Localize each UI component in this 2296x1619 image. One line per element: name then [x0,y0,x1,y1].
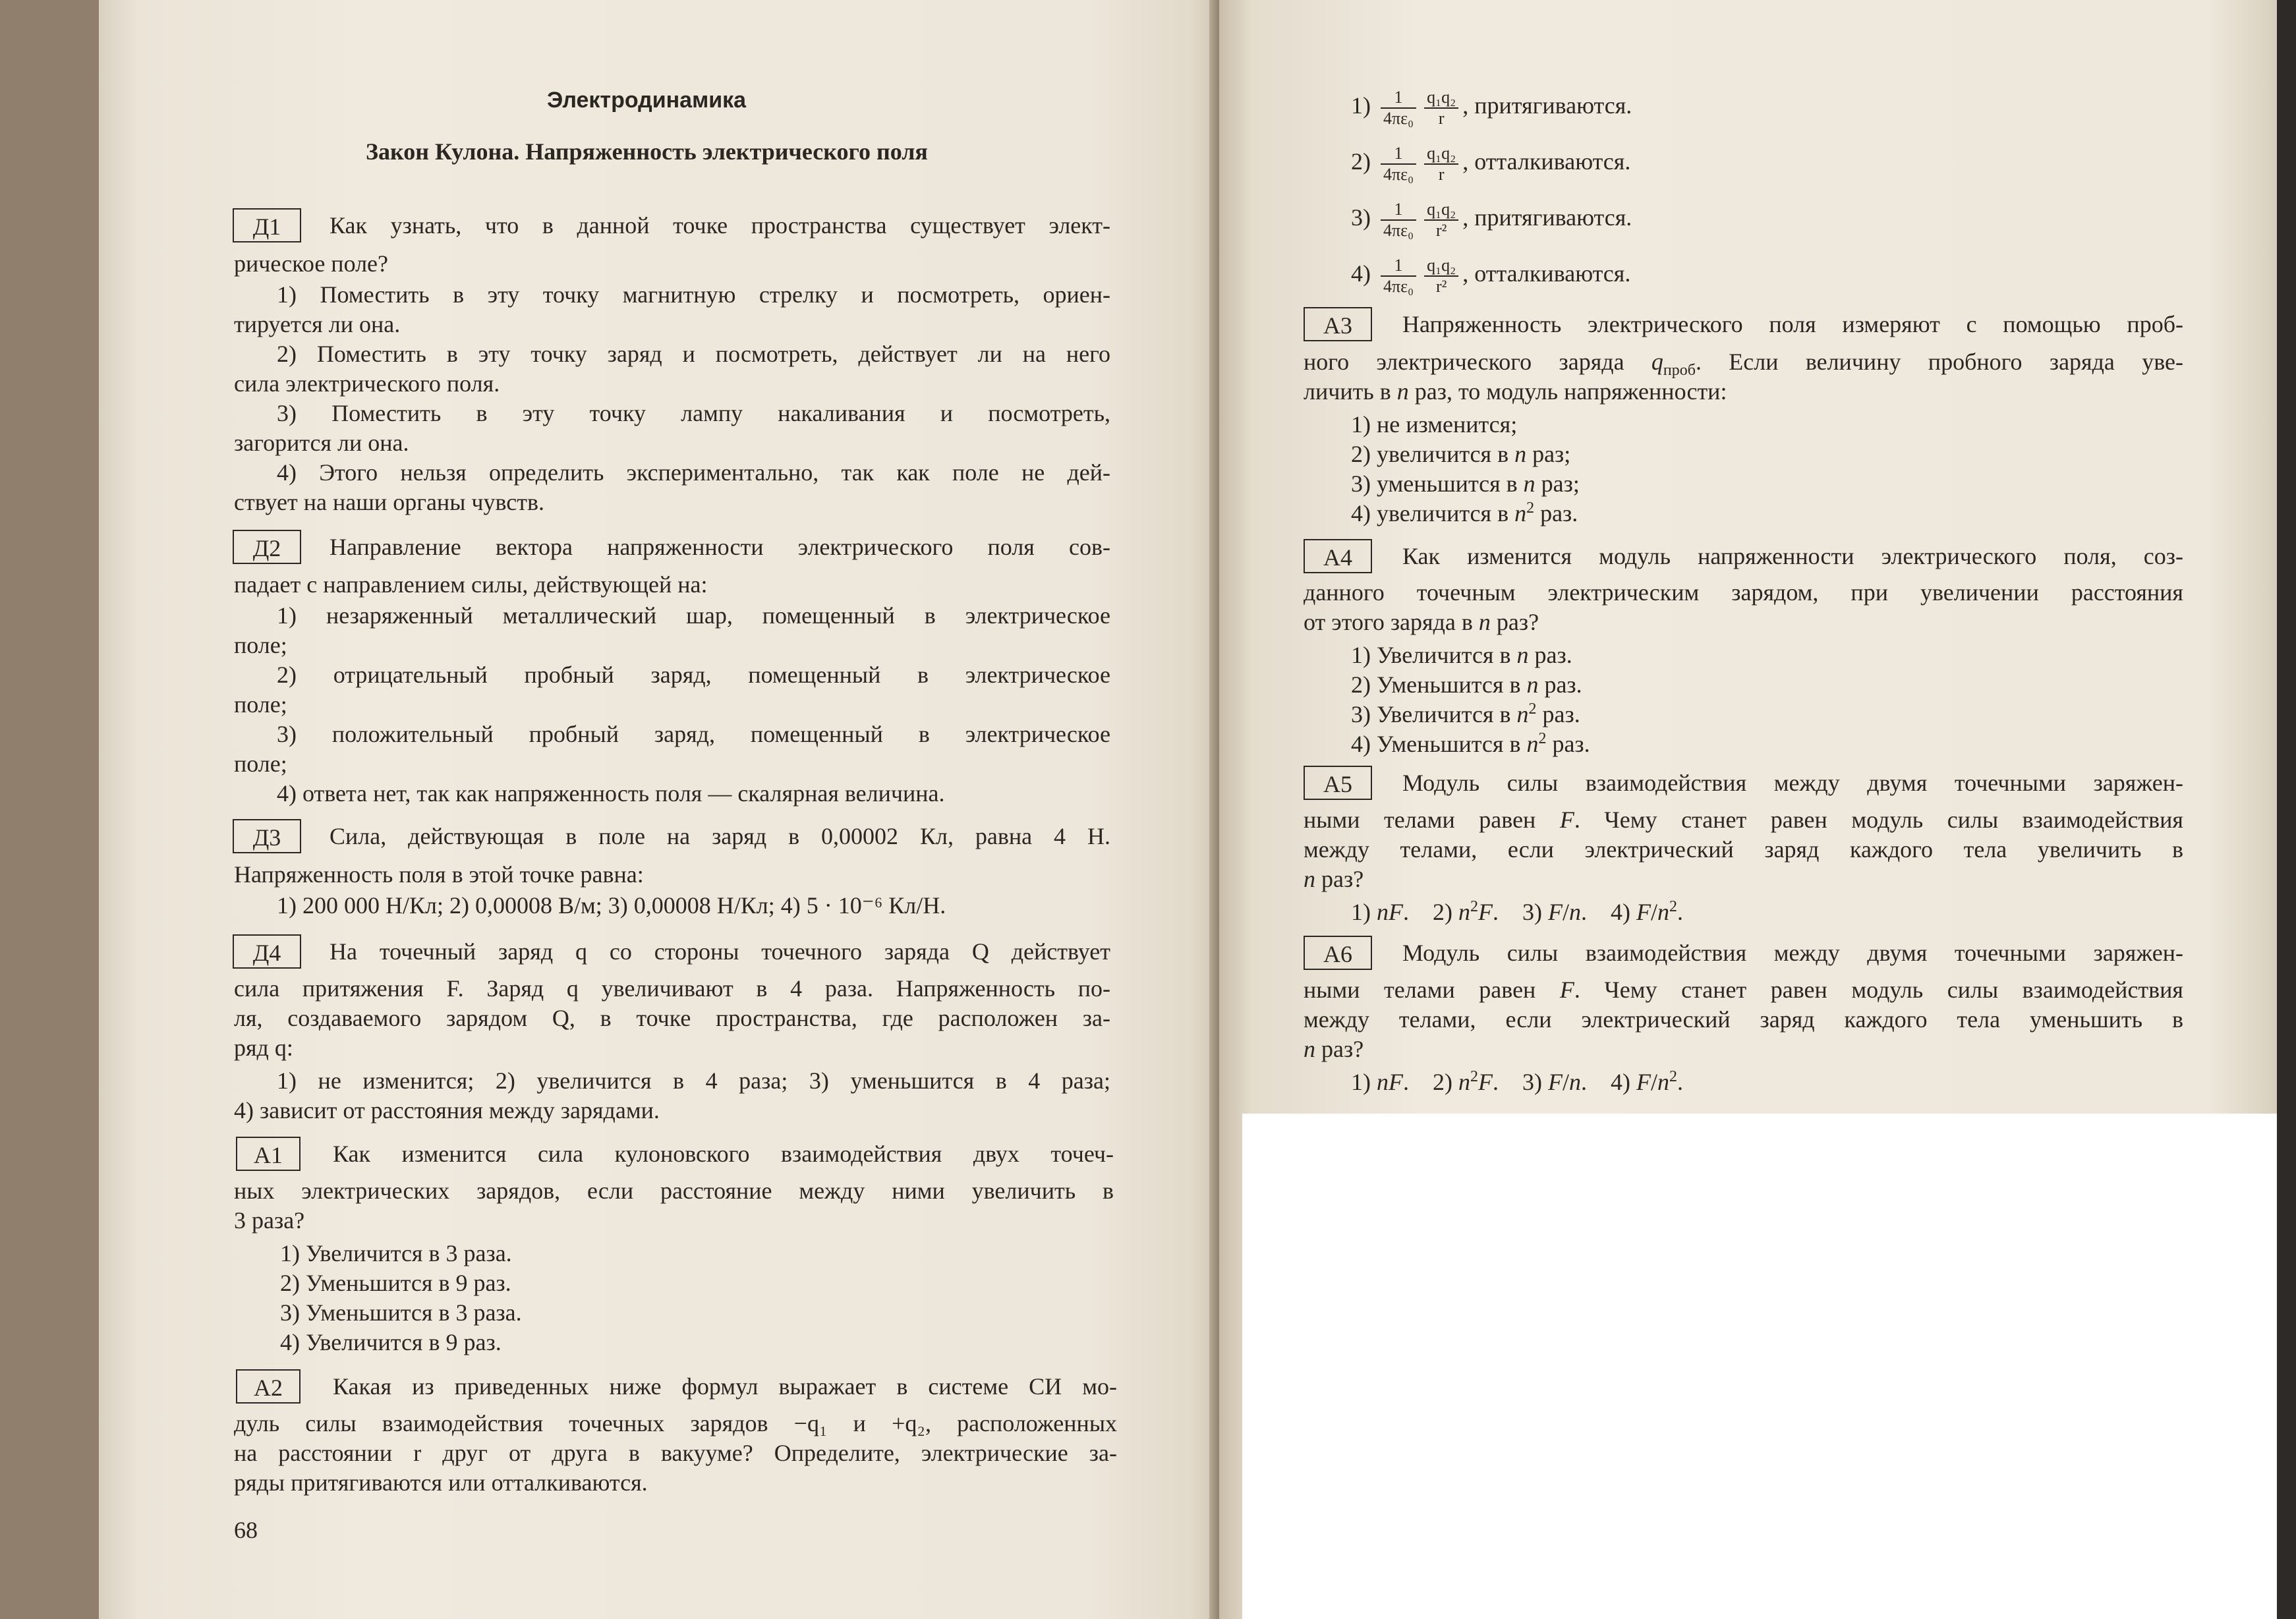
d1-question-line-1: Как узнать, что в данной точке пространства существует элект- [330,212,1110,239]
d2-option-1b: поле; [234,632,287,658]
a3-question-line-1: Напряженность электрического поля измеряют с помощью проб- [1402,311,2183,337]
option-number: 1) [1351,92,1377,119]
a6-question-line-2: ными телами равен F. Чему станет равен модуль силы взаимодействия [1304,977,2183,1003]
a2-question-line-4: ряды притягиваются или отталкиваются. [234,1469,648,1496]
d2-option-3b: поле; [234,751,287,777]
a4-question-line-2: данного точечным электрическим зарядом, при увеличении расстояния [1304,579,2183,606]
a5-question-line-1: Модуль силы взаимодействия между двумя точечными заряжен- [1402,770,2183,796]
d1-option-1b: тируется ли она. [234,311,401,337]
a5-question-line-4: n раз? [1304,866,1364,892]
a2-formula-option [1351,82,1632,128]
task-tag-d2: Д2 [233,530,301,564]
a5-question-line-3: между телами, если электрический заряд каждого тела увеличить в [1304,836,2183,863]
page-number: 68 [234,1517,258,1543]
option-text: , притягиваются. [1462,204,1632,231]
task-tag-a5: А5 [1304,766,1372,800]
a3-option-4: 4) увеличится в $n^2$ раз. [1351,499,1578,526]
d1-option-4b: ствует на наши органы чувств. [234,489,544,515]
task-tag-a1: А1 [236,1137,301,1171]
option-number: 3) [1351,204,1377,231]
charge-product-fraction: $\frac{\text{q₁q₂}}{\text{r²}}$ [1424,256,1458,297]
a6-question-line-4: n раз? [1304,1036,1364,1062]
a5-options: 1) nF. 2) $n^2F$. 3) F/n. 4) $F/n^2$. [1351,898,1684,925]
task-tag-a2: А2 [236,1369,301,1404]
d2-option-4: 4) ответа нет, так как напряженность поля — скалярная величина. [277,780,945,807]
a4-question-line-3: от этого заряда в n раз? [1304,609,1539,635]
a3-option-2: 2) увеличится в n раз; [1351,441,1571,467]
subsection-title: Закон Кулона. Напряженность электрического поля [366,138,928,165]
d3-question-line-2: Напряженность поля в этой точке равна: [234,861,644,888]
a6-question-line-3: между телами, если электрический заряд каждого тела уменьшить в [1304,1006,2183,1033]
a1-question-line-2: ных электрических зарядов, если расстояние между ними увеличить в [234,1178,1114,1204]
d1-option-2a: 2) Поместить в эту точку заряд и посмотреть, действует ли на него [277,341,1110,367]
d2-option-2a: 2) отрицательный пробный заряд, помещенный в электрическое [277,662,1110,688]
d4-options-line-1: 1) не изменится; 2) увеличится в 4 раза; 3) уменьшится в 4 раза; [277,1067,1110,1094]
a2-formula-option [1351,138,1630,185]
coulomb-constant-fraction: $\frac{1}{\text{4πε₀}}$ [1381,88,1416,128]
task-tag-a6: А6 [1304,936,1372,970]
coulomb-constant-fraction: $\frac{1}{\text{4πε₀}}$ [1381,200,1416,241]
coulomb-constant-fraction: $\frac{1}{\text{4πε₀}}$ [1381,256,1416,297]
a1-option-2: 2) Уменьшится в 9 раз. [280,1270,511,1296]
blank-white-region [1242,1114,2283,1619]
d1-option-4a: 4) Этого нельзя определить экспериментально, так как поле не дей- [277,459,1110,486]
d4-question-line-1: На точечный заряд q со стороны точечного заряда Q действует [330,938,1110,965]
a2-question-line-3: на расстоянии r друг от друга в вакууме? Определите, электрические за- [234,1440,1117,1466]
a3-option-3: 3) уменьшится в n раз; [1351,470,1580,497]
a2-formula-option [1351,250,1630,297]
d3-options: 1) 200 000 Н/Кл; 2) 0,00008 В/м; 3) 0,00008 Н/Кл; 4) 5 · 10⁻⁶ Кл/Н. [277,892,946,919]
d4-question-line-2: сила притяжения F. Заряд q увеличивают в 4 раза. Напряженность по- [234,975,1110,1002]
a1-option-1: 1) Увеличится в 3 раза. [280,1240,512,1266]
d2-option-2b: поле; [234,691,287,718]
a1-option-3: 3) Уменьшится в 3 раза. [280,1299,522,1326]
a3-option-1: 1) не изменится; [1351,411,1518,438]
task-tag-d3: Д3 [233,819,301,853]
a1-option-4: 4) Увеличится в 9 раз. [280,1329,502,1355]
d4-options-line-2: 4) зависит от расстояния между зарядами. [234,1097,660,1123]
a1-question-line-3: 3 раза? [234,1207,305,1234]
charge-product-fraction: $\frac{\text{q₁q₂}}{r}$ [1424,88,1458,128]
d2-option-3a: 3) положительный пробный заряд, помещенный в электрическое [277,721,1110,747]
task-tag-d1: Д1 [233,208,301,242]
option-text: , отталкиваются. [1462,260,1631,287]
a4-option-3: 3) Увеличится в $n^2$ раз. [1351,700,1580,727]
option-text: , притягиваются. [1462,92,1632,119]
a6-options: 1) nF. 2) $n^2F$. 3) F/n. 4) $F/n^2$. [1351,1068,1684,1095]
d1-option-1a: 1) Поместить в эту точку магнитную стрелку и посмотреть, ориен- [277,281,1110,308]
d1-option-3b: загорится ли она. [234,430,409,456]
task-tag-a4: А4 [1304,539,1372,573]
a6-question-line-1: Модуль силы взаимодействия между двумя точечными заряжен- [1402,940,2183,966]
d1-option-2b: сила электрического поля. [234,370,500,397]
a4-option-4: 4) Уменьшится в $n^2$ раз. [1351,730,1590,757]
a2-question-line-1: Какая из приведенных ниже формул выражает в системе СИ мо- [333,1373,1117,1400]
option-number: 4) [1351,260,1377,287]
scan-background-left [0,0,99,1619]
a3-question-line-3: личить в n раз, то модуль напряженности: [1304,378,1727,405]
d4-question-line-4: ряд q: [234,1035,293,1061]
a2-formula-option [1351,194,1632,241]
charge-product-fraction: $\frac{\text{q₁q₂}}{r}$ [1424,144,1458,185]
task-tag-d4: Д4 [233,934,301,969]
scan-edge-right [2277,0,2296,1619]
a5-question-line-2: ными телами равен F. Чему станет равен модуль силы взаимодействия [1304,807,2183,833]
d2-question-line-1: Направление вектора напряженности электрического поля сов- [330,534,1110,560]
a4-option-1: 1) Увеличится в n раз. [1351,642,1572,668]
d1-option-3a: 3) Поместить в эту точку лампу накаливания и посмотреть, [277,400,1110,426]
d4-question-line-3: ля, создаваемого зарядом Q, в точке пространства, где расположен за- [234,1005,1110,1031]
option-number: 2) [1351,148,1377,175]
d1-question-line-2: рическое поле? [234,250,389,277]
d2-option-1a: 1) незаряженный металлический шар, помещенный в электрическое [277,602,1110,629]
a1-question-line-1: Как изменится сила кулоновского взаимодействия двух точеч- [333,1141,1114,1167]
task-tag-a3: А3 [1304,307,1372,341]
d2-question-line-2: падает с направлением силы, действующей на: [234,571,708,598]
section-title: Электродинамика [547,88,747,113]
coulomb-constant-fraction: $\frac{1}{\text{4πε₀}}$ [1381,144,1416,185]
d3-question-line-1: Сила, действующая в поле на заряд в 0,00002 Кл, равна 4 Н. [330,823,1110,849]
option-text: , отталкиваются. [1462,148,1631,175]
a3-question-line-2: ного электрического заряда $q_{проб}$. Если величину пробного заряда уве- [1304,349,2183,380]
a2-question-line-2: дуль силы взаимодействия точечных зарядов −q₁ и +q₂, расположенных [234,1410,1117,1436]
charge-product-fraction: $\frac{\text{q₁q₂}}{\text{r²}}$ [1424,200,1458,241]
a4-option-2: 2) Уменьшится в n раз. [1351,671,1582,698]
a4-question-line-1: Как изменится модуль напряженности электрического поля, соз- [1402,543,2183,569]
